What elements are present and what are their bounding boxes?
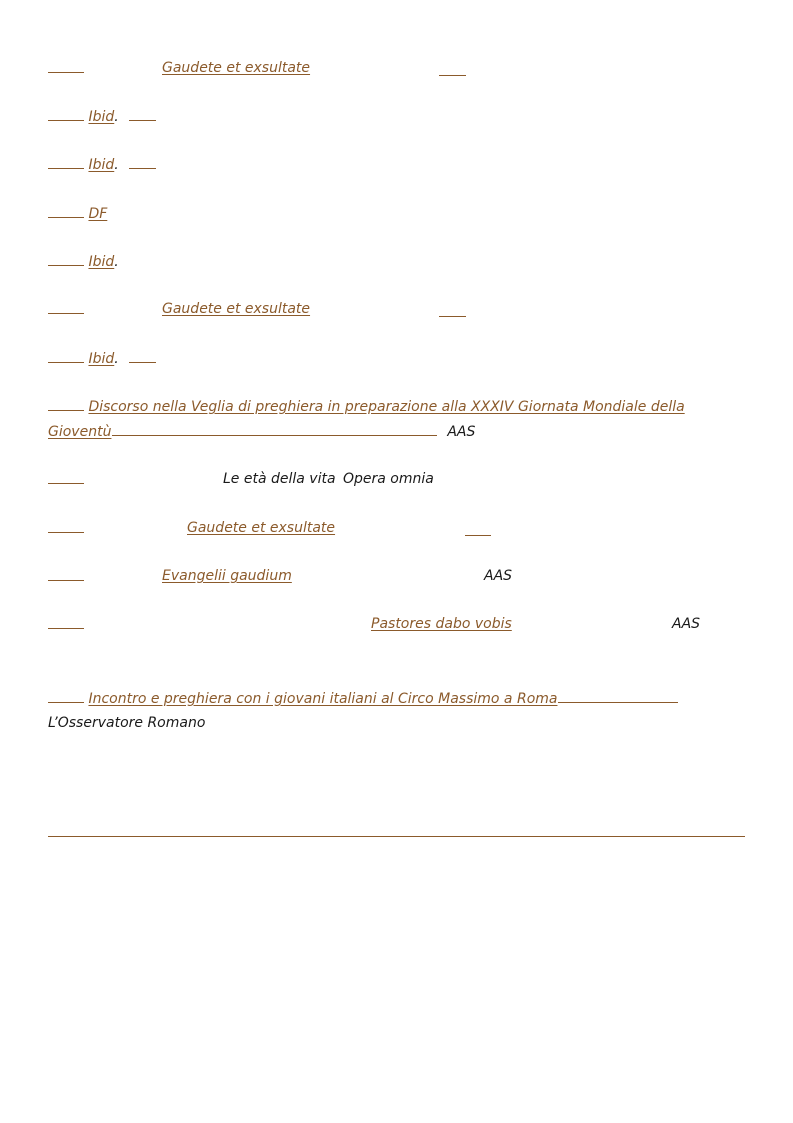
footnote-5 [48,251,119,272]
blank-marker [48,203,84,218]
blank-marker [48,58,84,73]
blank-page [439,302,466,317]
work-link[interactable]: Ibid [88,157,115,173]
source-abbrev: AAS [672,616,701,632]
blank-marker [48,348,84,363]
work-suffix: . [114,157,119,173]
footnote-12 [48,614,701,635]
blank-marker [48,251,84,266]
footnote-10 [48,518,336,539]
work-link[interactable]: Ibid [88,254,115,270]
footnote-9 [48,469,434,490]
work-link[interactable]: Gaudete et exsultate [187,520,336,536]
blank-page [129,154,156,169]
blank-marker [48,469,84,484]
work-suffix: . [114,351,119,367]
footnote-3 [48,154,156,175]
blank-page [129,348,156,363]
work-link[interactable]: Discorso nella Veglia di preghiera in preparazione alla XXXIV Giornata Mondiale della [88,399,685,415]
work-link[interactable]: Evangelii gaudium [162,568,292,584]
work-link[interactable]: Ibid [88,351,115,367]
work-link[interactable]: Pastores dabo vobis [371,616,512,632]
newspaper-title: L’Osservatore Romano [48,715,206,731]
blank-marker [48,396,84,411]
footnote-6 [48,299,311,320]
work-suffix: . [114,109,119,125]
blank-marker [48,154,84,169]
footnote-7 [48,348,156,369]
source-abbrev: AAS [447,424,476,440]
blank-marker [48,106,84,121]
blank-marker [48,518,84,533]
blank-page [129,106,156,121]
work-link[interactable]: DF [88,206,108,222]
blank-title-rest [112,421,437,436]
source-abbrev: AAS [484,568,513,584]
blank-page [439,61,466,76]
work-link-continued[interactable]: Gioventù [48,424,112,440]
work-link[interactable]: Ibid [88,109,115,125]
blank-marker [48,614,84,629]
footnote-8 [48,396,685,417]
footnote-4 [48,203,107,224]
footnote-2 [48,106,156,127]
work-link[interactable]: Gaudete et exsultate [162,60,311,76]
blank-marker [48,688,84,703]
footnote-8-continued [48,421,475,442]
footnote-1 [48,58,311,79]
work-suffix: . [114,254,119,270]
blank-page [465,521,491,536]
footnote-13-continued [48,713,205,733]
footnote-separator [48,836,745,837]
work-title: Le età della vita [223,471,336,487]
blank-marker [48,299,84,314]
footnote-13 [48,688,678,709]
blank-marker [48,566,84,581]
work-link[interactable]: Incontro e preghiera con i giovani italiani al Circo Massimo a Roma [88,691,558,707]
work-link[interactable]: Gaudete et exsultate [162,301,311,317]
blank-date [558,688,678,703]
source-title: Opera omnia [343,471,434,487]
footnote-11 [48,566,513,587]
